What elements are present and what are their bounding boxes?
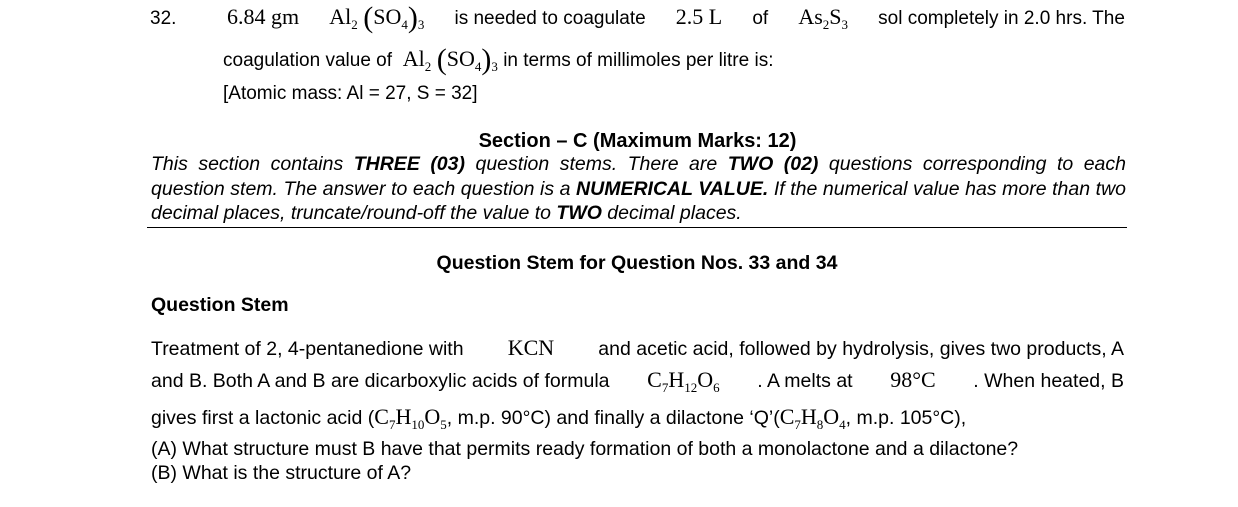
- formula-c7h10o5: $C_7H_{10}O_5$: [374, 404, 447, 432]
- text-millimoles: in terms of millimoles per litre is:: [503, 50, 774, 71]
- atomic-mass-note: [Atomic mass: Al = 27, S = 32]: [223, 83, 478, 104]
- stem-title: Question Stem for Question Nos. 33 and 34: [436, 252, 838, 274]
- section-divider: [147, 227, 1127, 228]
- text-of: of: [752, 8, 769, 29]
- stem-line-3: gives first a lactonic acid ($C_7H_{10}O_5$, m.p. 90°C) and finally a dilactone ‘$Q’(C_7H_8O_4$, m.p. 105°C),: [151, 404, 967, 432]
- question-32-line-1: [227, 1, 1125, 34]
- formula-c7h8o4: $C_7H_8O_4$: [779, 404, 846, 432]
- melting-point: 98°C: [890, 367, 936, 392]
- reagent-kcn: KCN: [507, 335, 555, 360]
- formula-c7h12o6: $C_7H_{12}O_6$: [647, 367, 720, 395]
- section-title: Section – C (Maximum Marks: 12): [478, 130, 797, 152]
- section-description: This section contains THREE (03) question stems. There are TWO (02) questions corresponding to each question stem. The answer to each question is a NUMERICAL VALUE. If the numerical value has more than two decimal places, truncate/round-off the value to TWO decimal places.: [151, 153, 1126, 224]
- text-sol: sol completely in 2.0 hrs. The: [878, 8, 1125, 29]
- question-b: (B) What is the structure of A?: [151, 462, 412, 484]
- question-a: (A) What structure must B have that permits ready formation of both a monolactone and a dilactone?: [151, 438, 1019, 460]
- text-coagulation: coagulation value of: [223, 50, 393, 71]
- formula-al2so43: $Al_2$ $(SO_4)_3$: [329, 1, 425, 34]
- stem-heading: Question Stem: [151, 294, 289, 316]
- question-32-line-2: [223, 43, 774, 76]
- stem-line-1: Treatment of 2, 4-pentanedione with KCN and acetic acid, followed by hydrolysis, gives two products, A: [151, 335, 1124, 360]
- mass-value: 6.84 gm: [227, 4, 300, 29]
- question-number: 32.: [150, 8, 177, 29]
- formula-as2s3: $As_2S_3$: [798, 4, 849, 32]
- volume-value: 2.5 L: [675, 4, 723, 29]
- formula-al2so43-2: $Al_2$ $(SO_4)_3$: [397, 43, 498, 76]
- text-needed: is needed to coagulate: [454, 8, 646, 29]
- stem-line-2: and B. Both A and B are dicarboxylic acids of formula $C_7H_{12}O_6$ . A melts at 98°C . When heated, B: [151, 367, 1124, 395]
